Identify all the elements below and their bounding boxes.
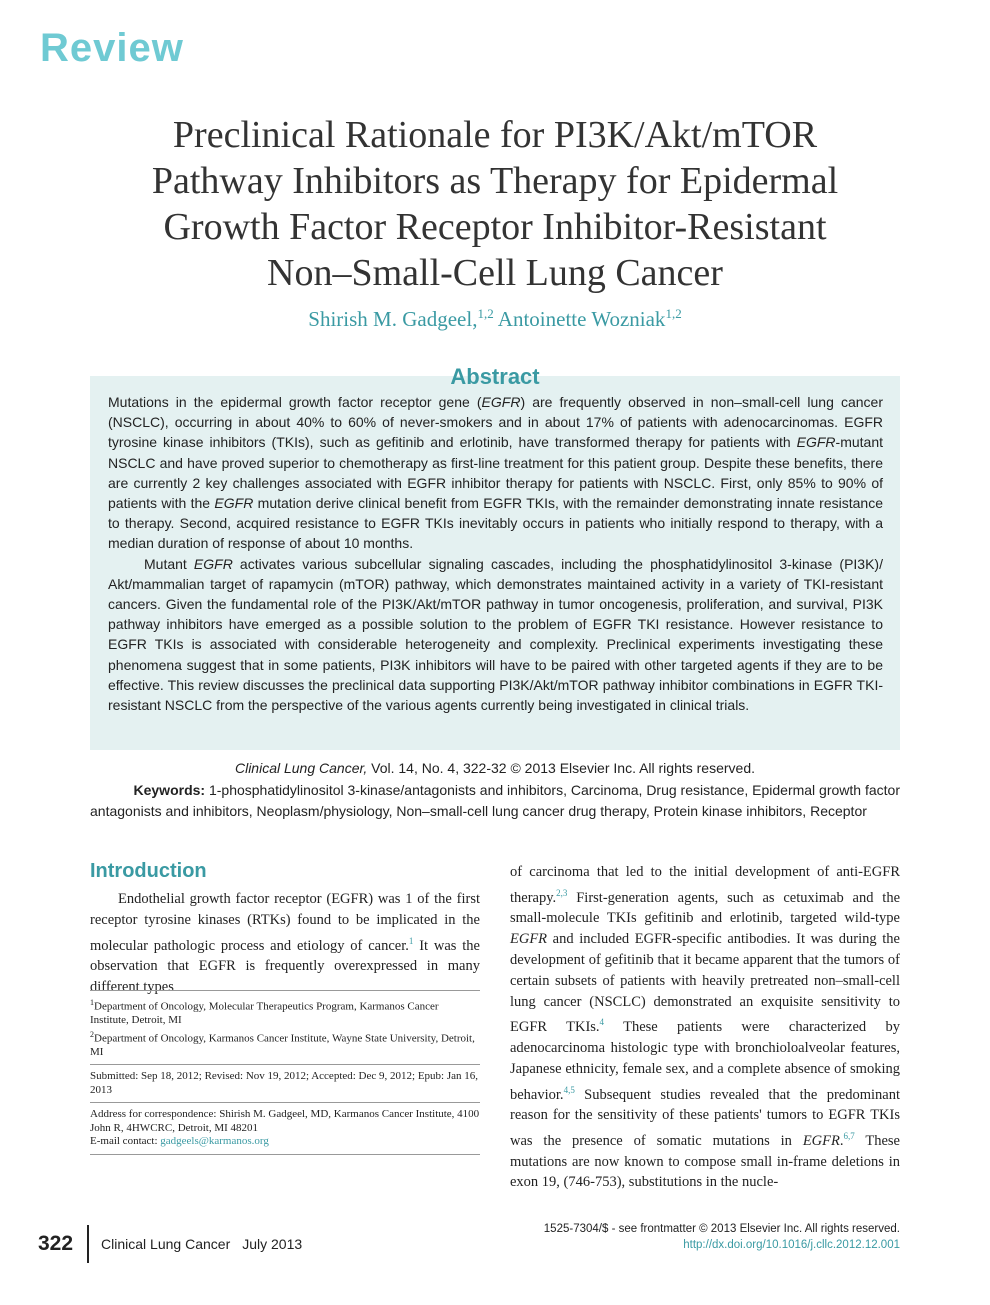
keywords-line: 1-phosphatidylinositol 3-kinase/antagonists and inhibitors, Carcinoma, Drug resistance, Epidermal growth factor <box>205 782 900 798</box>
abstract-paragraph: Mutant EGFR activates various subcellular signaling cascades, including the phosphatidylinositol 3-kinase (PI3K)/ Akt/mammalian target of rapamycin (mTOR) pathway, which demonstrates maintained activity in a variety of TKI-resistant cancers. Given the fundamental role of the PI3K/Akt/mTOR pathway in tumor oncogenesis, proliferation, and survival, PI3K pathway inhibitors have emerged as a possible solution to the problem of EGFR TKI resistance. However resistance to EGFR TKIs is associated with considerable heterogeneity and complexity. Preclinical experiments investigating these phenomena suggest that in some patients, PI3K inhibitors will have to be paired with other targeted agents if they are to be effective. This review discusses the preclinical data supporting PI3K/Akt/mTOR pathway inhibitor combinations in EGFR TKI-resistant NSCLC from the perspective of the various agents currently being investigated in clinical trials. <box>108 555 883 714</box>
page-footer-left <box>38 1224 314 1264</box>
author-name[interactable]: Antoinette Wozniak <box>497 307 666 331</box>
footer-date: July 2013 <box>242 1236 303 1252</box>
email-link[interactable]: gadgeels@karmanos.org <box>160 1135 269 1148</box>
citation-ref[interactable]: 4 <box>599 1017 605 1028</box>
keywords <box>90 780 900 821</box>
abstract-heading: Abstract <box>450 364 540 389</box>
journal-name: Clinical Lung Cancer, <box>234 760 368 776</box>
title-line: Non–Small-Cell Lung Cancer <box>267 252 723 294</box>
footer-journal: Clinical Lung Cancer <box>101 1236 231 1252</box>
title-line: Preclinical Rationale for PI3K/Akt/mTOR <box>172 114 818 156</box>
author-name[interactable]: Shirish M. Gadgeel, <box>308 307 478 331</box>
left-column <box>90 860 480 998</box>
citation-details: Vol. 14, No. 4, 322-32 © 2013 Elsevier Inc. All rights reserved. <box>367 760 756 776</box>
citation-ref[interactable]: 2,3 <box>556 887 568 898</box>
affiliations: $^1$Department of Oncology, Molecular Therapeutics Program, Karmanos Cancer Institute, Detroit, MI $^2$Department of Oncology, Karmanos Cancer Institute, Wayne State University, Detroit, MI <box>90 998 475 1058</box>
citation-ref[interactable]: 4,5 <box>563 1084 575 1095</box>
author-affiliation: 1,2 <box>665 306 682 321</box>
page-footer-right <box>544 1221 900 1253</box>
right-column <box>510 862 900 1193</box>
footnote-divider <box>90 1154 480 1155</box>
author-affiliation: 1,2 <box>477 306 494 321</box>
abstract-box <box>90 364 900 750</box>
abstract-body <box>108 392 883 715</box>
title-line: Growth Factor Receptor Inhibitor-Resistant <box>163 206 827 248</box>
section-tag: Review <box>40 26 184 70</box>
article-title <box>80 112 910 296</box>
citation-ref[interactable]: 6,7 <box>843 1131 855 1142</box>
author-list <box>80 306 910 332</box>
correspondence-address: Address for correspondence: Shirish M. Gadgeel, MD, Karmanos Cancer Institute, 4100 John R, 4HWCRC, Detroit, MI 48201 <box>90 1108 480 1134</box>
keywords-label: Keywords: <box>133 782 206 798</box>
page-number: 322 <box>38 1232 74 1255</box>
body-paragraph: Endothelial growth factor receptor (EGFR) was 1 of the first receptor tyrosine kinases (RTKs) found to be implicated in the molecular pathologic process and etiology of cancer.$^1$ It was the observation that EGFR is frequently overexpressed in many different types <box>90 891 480 996</box>
correspondence: Address for correspondence: Shirish M. Gadgeel, MD, Karmanos Cancer Institute, 4100 John R, 4HWCRC, Detroit, MI 48201 E-mail contact: gadgeels@karmanos.org <box>90 1108 480 1148</box>
keywords-line: antagonists and inhibitors, Neoplasm/physiology, Non–small-cell lung cancer drug therapy, Protein kinase inhibitors, Receptor <box>90 802 867 819</box>
abstract-paragraph: Mutations in the epidermal growth factor receptor gene (EGFR) are frequently observed in non–small-cell lung cancer (NSCLC), occurring in about 40% to 60% of never-smokers and in about 17% of patients with adenocarcinomas. EGFR tyrosine kinase inhibitors (TKIs), such as gefitinib and erlotinib, have transformed therapy for patients with EGFR-mutant NSCLC and have proved superior to chemotherapy as first-line treatment for this patient group. Despite these benefits, there are currently 2 key challenges associated with EGFR inhibitor therapy for patients with NSCLC. First, only 85% to 90% of patients with the EGFR mutation derive clinical benefit from EGFR TKIs, with the remainder demonstrating innate resistance to therapy. Second, acquired resistance to EGFR TKIs inevitably occurs in patients who initially respond to therapy, with a median duration of response of about 10 months. <box>108 394 883 552</box>
title-line: Pathway Inhibitors as Therapy for Epidermal <box>151 160 839 202</box>
citation-line <box>90 760 900 776</box>
citation-ref[interactable]: 1 <box>408 935 414 946</box>
submission-dates: Submitted: Sep 18, 2012; Revised: Nov 19, 2012; Accepted: Dec 9, 2012; Epub: Jan 16, 2013 <box>90 1070 479 1096</box>
footer-copyright: 1525-7304/$ - see frontmatter © 2013 Elsevier Inc. All rights reserved. <box>543 1223 900 1235</box>
body-paragraph: of carcinoma that led to the initial development of anti-EGFR therapy.$^{2,3}$ First-generation agents, such as cetuximab and the small-molecule TKIs gefitinib and erlotinib, targeted wild-type EGFR and included EGFR-specific antibodies. It was during the development of gefitinib that it became apparent that the tumors of certain subsets of patients with heavily pretreated non–small-cell lung cancer (NSCLC) demonstrated an exquisite sensitivity to EGFR TKIs.$^4$ These patients were characterized by adenocarcinoma histologic type with bronchioloalveolar features, Japanese ethnicity, female sex, and a complete absence of smoking behavior.$^{4,5}$ Subsequent studies revealed that the predominant reason for the sensitivity of these patients' tumors to EGFR TKIs was the presence of somatic mutations in EGFR.$^{6,7}$ These mutations are now known to compose small in-frame deletions in exon 19, (746-753), substitutions in the nucle- <box>510 864 900 1191</box>
introduction-heading: Introduction <box>90 860 207 882</box>
affiliation-1: Department of Oncology, Molecular Therapeutics Program, Karmanos Cancer Institute, Detroit, MI <box>90 1000 439 1027</box>
footer-divider <box>87 1225 89 1263</box>
footnotes <box>90 990 480 1155</box>
doi-link[interactable]: http://dx.doi.org/10.1016/j.cllc.2012.12.001 <box>683 1239 900 1251</box>
affiliation-2: Department of Oncology, Karmanos Cancer Institute, Wayne State University, Detroit, MI <box>90 1032 475 1058</box>
